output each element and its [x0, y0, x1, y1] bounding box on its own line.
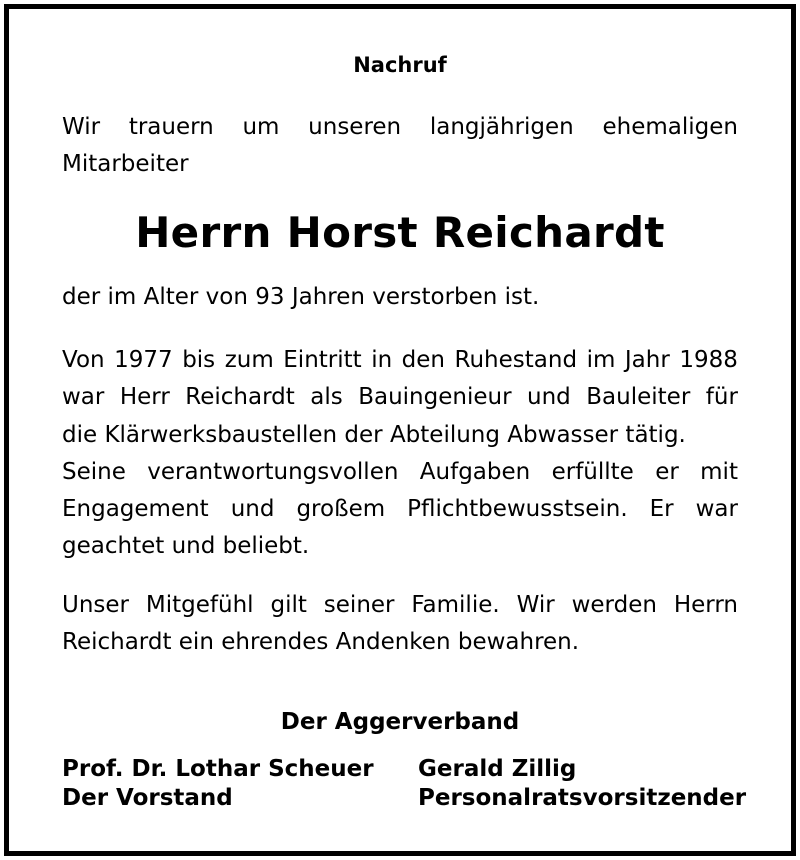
biography-word: Bauingenieur	[358, 384, 512, 411]
biography-word: Von	[62, 347, 105, 373]
signatory-role: Der Vorstand	[62, 785, 233, 811]
condolence-word: Unser	[62, 592, 130, 618]
biography-word: Ruhestand	[454, 347, 578, 373]
biography-word: Bauleiter	[586, 384, 691, 411]
intro-word: Wir	[62, 114, 101, 140]
biography-word: in	[371, 347, 393, 373]
biography-word: verantwortungsvollen	[147, 458, 399, 485]
intro-word: unseren	[308, 114, 402, 140]
biography-word: Seine	[62, 458, 126, 485]
condolence-word: werden	[571, 592, 657, 618]
signatory-name: Gerald Zillig	[418, 756, 577, 782]
intro-word: ehemaligen	[602, 114, 738, 140]
intro-paragraph	[62, 109, 738, 184]
biography-word: im	[586, 347, 616, 373]
biography-word: zum	[224, 347, 274, 373]
biography-line	[62, 379, 738, 416]
biography-word: als	[310, 384, 343, 411]
signatory-2	[418, 755, 746, 813]
condolence-line: Reichardt ein ehrendes Andenken bewahren.	[62, 629, 580, 656]
condolence-line	[62, 587, 738, 624]
biography-line: die Klärwerksbaustellen der Abteilung Abwasser tätig.	[62, 421, 686, 448]
condolence-word: Mitgefühl	[145, 592, 254, 618]
biography-line	[62, 342, 738, 379]
biography-word: den	[401, 347, 445, 373]
intro-line-2: Mitarbeiter	[62, 151, 189, 178]
biography-word: 1988	[679, 347, 738, 373]
biography-word: Jahr	[624, 347, 670, 373]
biography-word: war	[695, 496, 738, 523]
condolence-word: Herrn	[673, 592, 738, 618]
biography-word: mit	[700, 458, 738, 485]
biography-word: Aufgaben	[419, 458, 531, 485]
biography-word: Reichardt	[185, 384, 295, 411]
age-statement	[62, 279, 738, 316]
biography-word: Pflichtbewusstsein.	[407, 496, 628, 523]
biography-line	[62, 454, 738, 491]
condolence-word: Familie.	[411, 592, 500, 618]
intro-word: um	[242, 114, 280, 140]
age-statement-text: der im Alter von 93 Jahren verstorben ist.	[62, 284, 540, 310]
biography-word: und	[527, 384, 571, 411]
biography-line	[62, 491, 738, 528]
condolence-word: gilt	[270, 592, 307, 618]
biography-word: war	[62, 384, 105, 411]
signatory-role: Personalratsvorsitzender	[418, 785, 747, 811]
biography-word: und	[230, 496, 275, 523]
biography-word: bis	[182, 347, 216, 373]
biography-paragraph	[62, 342, 738, 566]
deceased-name: Herrn Horst Reichardt	[135, 208, 665, 257]
signatory-1	[62, 755, 374, 813]
biography-word: erfüllte	[551, 458, 634, 485]
biography-word: großem	[296, 496, 386, 523]
condolence-word: Wir	[516, 592, 555, 618]
biography-word: Herr	[119, 384, 170, 411]
condolence-word: seiner	[323, 592, 395, 618]
biography-word: Er	[649, 496, 674, 523]
biography-word: für	[705, 384, 738, 411]
intro-line-1	[62, 109, 738, 146]
notice-heading: Nachruf	[353, 53, 447, 77]
biography-word: Eintritt	[283, 347, 362, 373]
biography-line: geachtet und beliebt.	[62, 533, 310, 560]
biography-word: er	[655, 458, 679, 485]
intro-word: langjährigen	[429, 114, 574, 140]
intro-word: trauern	[128, 114, 214, 140]
condolence-paragraph	[62, 587, 738, 662]
signatory-name: Prof. Dr. Lothar Scheuer	[62, 756, 374, 782]
biography-word: Engagement	[62, 496, 209, 523]
biography-word: 1977	[114, 347, 173, 373]
organization-name: Der Aggerverband	[280, 709, 520, 735]
